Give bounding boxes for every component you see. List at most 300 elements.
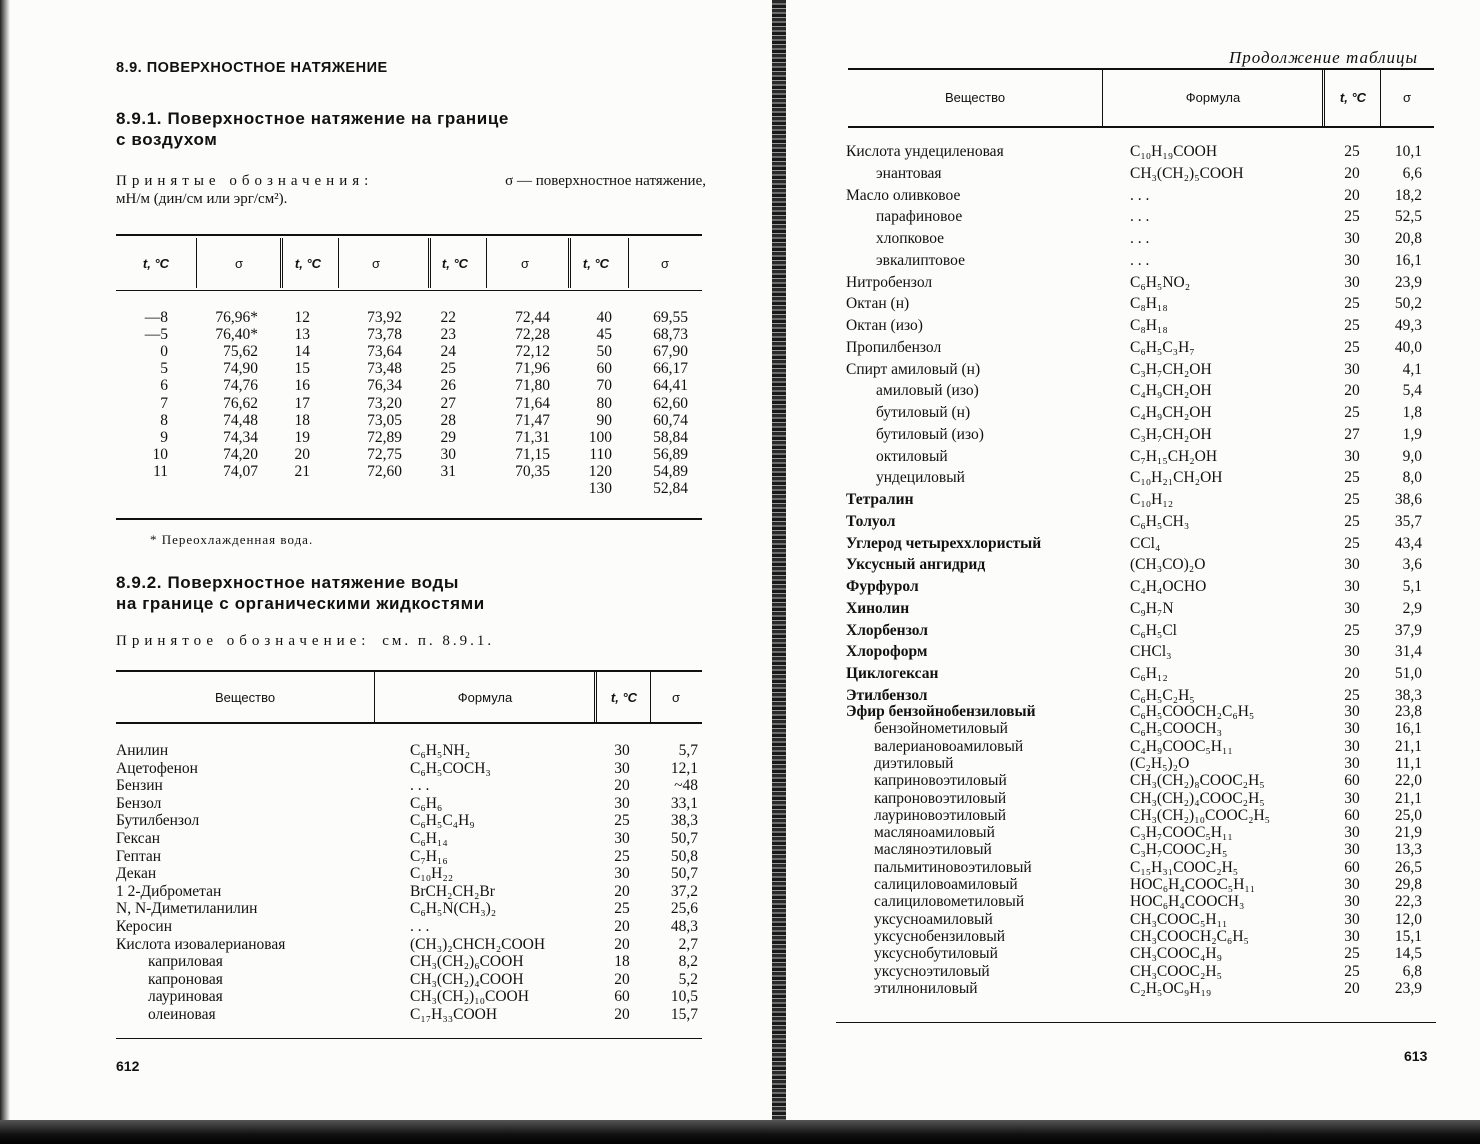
air-table-t-cell: 9 [160,428,168,446]
formula-cell: C₁₀H₁₂ [1130,491,1174,508]
table-rule [116,670,702,672]
formula-cell: C₆H₅C₂H₅ [1130,686,1195,704]
formula-cell: (CH₃CO)₂O [1130,556,1206,574]
air-table-sigma-cell: 76,40* [215,326,258,344]
sigma-cell: 50,7 [670,865,698,883]
air-table-sigma-cell: 76,62 [223,394,258,412]
sigma-cell: 22,0 [1394,772,1422,790]
substance-name: масляноамиловый [874,824,995,842]
formula-cell: C₆H₅NO₂ [1130,273,1191,291]
substance-name: Циклогексан [846,665,939,682]
sigma-cell: 50,7 [670,830,698,847]
air-table-t-cell: 23 [440,326,456,344]
sigma-cell: 5,4 [1402,382,1422,400]
substance-name: уксусноамиловый [874,910,993,928]
temperature-cell: 20 [1344,186,1360,204]
formula-cell: C₂H₅OC₉H₁₉ [1130,979,1212,997]
sigma-cell: 12,1 [670,759,698,777]
temperature-cell: 30 [614,759,630,777]
formula-cell: C₆H₁₂ [1130,665,1168,682]
air-table-sigma-cell: 72,75 [367,445,402,463]
air-table-sigma-cell: 72,28 [515,326,550,344]
air-table-sigma-cell: 68,73 [653,326,688,344]
scan-bottom-shadow [0,1120,1480,1144]
temperature-cell: 30 [614,865,630,883]
temperature-cell: 20 [614,777,630,795]
formula-cell: CH₃COOC₂H₅ [1130,962,1223,980]
formula-cell: CH₃COOCH₂C₆H₅ [1130,927,1249,945]
formula-cell: CCl₄ [1130,534,1161,552]
sigma-cell: 12,0 [1394,910,1422,928]
temperature-cell: 30 [1344,927,1360,945]
substance-name: Толуол [846,512,896,530]
sigma-cell: 13,3 [1394,841,1422,859]
temperature-cell: 25 [1344,686,1360,704]
col-header-formula: Формула [1185,90,1241,105]
temperature-cell: 25 [1344,945,1360,963]
table-rule [116,290,702,291]
temperature-cell: 27 [1344,425,1360,443]
air-table-sigma-cell: 73,20 [367,394,402,412]
sigma-cell: 26,5 [1394,858,1422,876]
formula-cell: HOC₆H₄COOC₅H₁₁ [1130,876,1256,893]
temperature-cell: 25 [1344,404,1360,421]
sigma-cell: 52,5 [1394,208,1422,226]
col-header-sigma: σ [671,690,681,705]
substance-name: этилнониловый [874,979,978,997]
substance-name: Нитробензол [846,273,933,291]
formula-cell: . . . [410,918,430,935]
col-header-t: t, °C [142,256,170,271]
sigma-cell: 21,1 [1394,789,1422,807]
temperature-cell: 25 [1344,621,1360,639]
air-table-t-cell: —5 [144,326,168,344]
air-table-t-cell: 7 [160,394,168,412]
formula-cell: . . . [1130,251,1150,269]
formula-cell: C₄H₉CH₂OH [1130,382,1212,400]
air-table-sigma-cell: 70,35 [515,462,550,480]
col-header-t: t, °C [582,256,610,271]
formula-cell: C₆H₅N(CH₃)₂ [410,900,497,918]
col-header-sigma: σ [234,256,244,271]
air-table-sigma-cell: 60,74 [653,411,688,429]
air-table-t-cell: 17 [294,394,310,412]
air-table-t-cell: 25 [440,360,456,378]
formula-cell: CH₃(CH₂)₁₀COOC₂H₅ [1130,806,1271,824]
col-header-substance: Вещество [944,90,1006,105]
temperature-cell: 30 [1344,841,1360,859]
substance-name: Октан (изо) [846,317,923,334]
substance-name: Хинолин [846,599,910,617]
formula-cell: . . . [410,777,430,795]
formula-cell: C₆H₅COOCH₂C₆H₅ [1130,703,1255,720]
formula-cell: CH₃(CH₂)₄COOC₂H₅ [1130,789,1265,807]
substance-name: Эфир бензойнобензиловый [846,703,1036,720]
air-table-t-cell: 22 [440,309,456,326]
sigma-cell: 5,2 [678,970,698,988]
sigma-cell: 29,8 [1394,876,1422,893]
temperature-cell: 25 [1344,512,1360,530]
substance-name: уксуснобутиловый [874,945,998,963]
air-table-sigma-cell: 71,31 [515,428,550,446]
temperature-cell: 30 [614,794,630,812]
sigma-cell: 6,8 [1402,962,1422,980]
air-table-sigma-cell: 72,60 [367,462,402,480]
temperature-cell: 30 [1344,910,1360,928]
subsection-title-line: с воздухом [116,130,218,149]
air-table-t-cell: 80 [596,394,612,412]
temperature-cell: 25 [1344,338,1360,356]
formula-cell: C₁₇H₃₃COOH [410,1006,498,1023]
formula-cell: CH₃(CH₂)₄COOH [410,970,524,988]
table-rule [848,126,1434,128]
formula-cell: C₃H₇CH₂OH [1130,425,1212,443]
air-table-t-cell: 13 [294,326,310,344]
sigma-cell: 35,7 [1394,512,1422,530]
temperature-cell: 60 [614,988,630,1006]
sigma-cell: 10,1 [1394,143,1422,160]
substance-name: Пропилбензол [846,338,942,356]
formula-cell: C₆H₅Cl [1130,621,1177,639]
col-header-t: t, °C [294,256,322,271]
notation-label: Принятые обозначения: [116,173,374,189]
substance-name: Кислота изовалериановая [116,935,286,953]
sigma-cell: 43,4 [1394,534,1422,552]
air-table-t-cell: 110 [589,445,612,463]
formula-cell: . . . [1130,208,1150,226]
air-table-sigma-cell: 74,90 [223,360,258,378]
sigma-cell: 1,9 [1402,425,1422,443]
air-table-sigma-cell: 73,92 [367,309,402,326]
substance-name: Керосин [116,918,172,935]
formula-cell: C₆H₅C₄H₉ [410,812,475,830]
sigma-cell: 51,0 [1394,665,1422,682]
air-table-t-cell: 50 [596,343,612,361]
substance-name: амиловый (изо) [876,382,979,400]
temperature-cell: 25 [1344,469,1360,487]
air-table-t-cell: 30 [440,445,456,463]
temperature-cell: 20 [614,935,630,953]
formula-cell: C₁₅H₃₁COOC₂H₅ [1130,858,1239,876]
air-table-t-cell: 40 [596,309,612,326]
substance-name: Бензин [116,777,163,795]
air-table-t-cell: 100 [588,428,612,446]
air-table-t-cell: 24 [440,343,456,361]
air-table-sigma-cell: 71,47 [515,411,550,429]
sigma-cell: 20,8 [1394,230,1422,247]
air-table-sigma-cell: 73,64 [367,343,402,361]
substance-name: Кислота ундециленовая [846,143,1004,160]
formula-cell: C₇H₁₅CH₂OH [1130,447,1218,465]
substance-name: лауриновая [148,988,223,1006]
air-table-t-cell: 21 [294,462,310,480]
temperature-cell: 30 [1344,251,1360,269]
substance-name: Спирт амиловый (н) [846,360,981,378]
substance-name: Этилбензол [846,686,928,704]
formula-cell: CH₃COOC₅H₁₁ [1130,910,1228,928]
sigma-cell: 40,0 [1394,338,1422,356]
substance-name: салициловоамиловый [874,876,1018,893]
air-table-sigma-cell: 58,84 [653,428,688,446]
sigma-cell: 23,9 [1394,979,1422,997]
temperature-cell: 25 [1344,534,1360,552]
air-table-sigma-cell: 72,44 [515,309,550,326]
temperature-cell: 25 [614,847,630,865]
air-table-t-cell: 26 [440,377,456,395]
formula-cell: C₆H₅COCH₃ [410,759,491,777]
substance-name: бензойнометиловый [874,720,1008,738]
sigma-cell: 25,6 [670,900,698,918]
table-rule [116,1038,702,1039]
air-table-sigma-cell: 71,80 [515,377,550,395]
air-table-sigma-cell: 73,48 [367,360,402,378]
substance-name: Декан [116,865,157,883]
substance-name: Фурфурол [846,578,919,595]
temperature-cell: 20 [614,882,630,900]
air-table-t-cell: 10 [152,445,168,463]
temperature-cell: 25 [1344,295,1360,313]
temperature-cell: 18 [614,953,630,971]
notation-units: мН/м (дин/см или эрг/см²). [116,191,288,207]
temperature-cell: 30 [1344,447,1360,465]
air-table-t-cell: 31 [440,462,456,480]
sigma-cell: 3,6 [1402,556,1422,574]
substance-name: олеиновая [148,1006,216,1023]
substance-name: Хлороформ [846,643,928,661]
substance-name: Ацетофенон [116,759,198,777]
formula-cell: CH₃(CH₂)₈COOC₂H₅ [1130,772,1265,790]
air-table-t-cell: 130 [588,480,612,497]
substance-name: Бензол [116,794,162,812]
sigma-cell: ~48 [674,777,698,795]
book-spine [772,0,786,1144]
formula-cell: C₃H₇COOC₂H₅ [1130,841,1228,859]
formula-cell: C₁₀H₂₂ [410,865,454,883]
air-table-t-cell: 16 [294,377,310,395]
temperature-cell: 60 [1344,806,1360,824]
formula-cell: C₆H₆ [410,794,443,812]
sigma-cell: 22,3 [1394,893,1422,911]
formula-cell: C₆H₅NH₂ [410,742,471,759]
sigma-cell: 16,1 [1394,251,1422,269]
sigma-cell: 31,4 [1394,643,1422,661]
formula-cell: . . . [1130,230,1150,247]
substance-name: капроновая [148,970,223,988]
continuation-label: Продолжение таблицы [1228,48,1418,67]
temperature-cell: 30 [1344,789,1360,807]
temperature-cell: 30 [1344,360,1360,378]
sigma-cell: 8,0 [1402,469,1422,487]
formula-cell: . . . [1130,186,1150,204]
formula-cell: BrCH₂CH₂Br [410,882,495,900]
formula-cell: C₈H₁₈ [1130,295,1168,313]
substance-name: капроновоэтиловый [874,789,1007,807]
substance-name: октиловый [876,447,948,465]
air-table-t-cell: 5 [160,360,168,378]
air-table-sigma-cell: 76,96* [215,309,258,326]
air-table-t-cell: 28 [440,411,456,429]
temperature-cell: 20 [1344,382,1360,400]
sigma-cell: 5,7 [678,742,698,759]
air-table-sigma-cell: 64,41 [653,377,688,395]
air-table-t-cell: 12 [294,309,310,326]
formula-cell: C₁₀H₂₁CH₂OH [1130,469,1223,487]
formula-cell: (C₂H₅)₂O [1130,754,1190,772]
sigma-cell: 16,1 [1394,720,1422,738]
sigma-cell: 50,2 [1394,295,1422,313]
temperature-cell: 30 [1344,893,1360,911]
page-number: 613 [1404,1048,1428,1064]
substance-name: уксусноэтиловый [874,962,990,980]
substance-name: бутиловый (н) [876,404,971,421]
temperature-cell: 20 [1344,979,1360,997]
air-table-t-cell: 6 [160,377,168,395]
substance-name: диэтиловый [874,754,954,772]
page-edge-shadow [0,0,10,1144]
formula-cell: C₃H₇CH₂OH [1130,360,1212,378]
temperature-cell: 60 [1344,772,1360,790]
air-table-t-cell: 19 [294,428,310,446]
col-header-sigma: σ [1402,90,1412,105]
temperature-cell: 30 [1344,720,1360,738]
substance-name: 1 2-Диброметан [116,882,222,900]
table-rule [116,234,702,236]
air-table-t-cell: 15 [294,360,310,378]
subsection-title-water [116,572,485,614]
notation-text: σ — поверхностное натяжение, [505,173,706,189]
air-table-sigma-cell: 56,89 [653,445,688,463]
substance-name: Анилин [116,742,169,759]
substance-name: Хлорбензол [846,621,928,639]
formula-cell: CH₃COOC₄H₉ [1130,945,1223,963]
air-table-t-cell: 120 [588,462,612,480]
temperature-cell: 20 [614,1006,630,1023]
temperature-cell: 30 [1344,876,1360,893]
air-table-sigma-cell: 74,48 [223,411,258,429]
formula-cell: C₄H₉CH₂OH [1130,404,1212,421]
sigma-cell: 50,8 [670,847,698,865]
substance-name: салициловометиловый [874,893,1025,911]
col-header-formula: Формула [457,690,513,705]
temperature-cell: 30 [1344,273,1360,291]
air-table-t-cell: 27 [440,394,456,412]
sigma-cell: 2,9 [1402,599,1422,617]
air-table-sigma-cell: 73,05 [367,411,402,429]
substance-name: валериановоамиловый [874,737,1024,755]
section-title: 8.9. ПОВЕРХНОСТНОЕ НАТЯЖЕНИЕ [116,60,388,76]
table-rule [116,518,702,520]
air-table-sigma-cell: 62,60 [653,394,688,412]
sigma-cell: 11,1 [1395,754,1422,772]
sigma-cell: 38,3 [670,812,698,830]
substance-name: каприловая [148,953,223,971]
air-table-t-cell: —8 [144,309,168,326]
temperature-cell: 25 [614,812,630,830]
sigma-cell: 2,7 [678,935,698,953]
air-table-t-cell: 90 [596,411,612,429]
air-table-sigma-cell: 52,84 [653,480,688,497]
formula-cell: (CH₃)₂CHCH₂COOH [410,935,546,953]
formula-cell: C₆H₅CH₃ [1130,512,1190,530]
temperature-cell: 30 [614,830,630,847]
table-rule [836,1022,1436,1023]
formula-cell: C₈H₁₈ [1130,317,1168,334]
temperature-cell: 30 [1344,556,1360,574]
formula-cell: C₃H₇COOC₅H₁₁ [1130,824,1233,842]
sigma-cell: 49,3 [1394,317,1422,334]
air-table-t-cell: 0 [160,343,168,361]
temperature-cell: 25 [1344,491,1360,508]
subsection-title-line: 8.9.1. Поверхностное натяжение на границе [116,109,509,128]
temperature-cell: 30 [1344,737,1360,755]
notation-paragraph [116,172,706,208]
formula-cell: HOC₆H₄COOCH₃ [1130,893,1245,911]
temperature-cell: 30 [1344,578,1360,595]
air-table-t-cell: 18 [294,411,310,429]
col-header-sigma: σ [371,256,381,271]
substance-name: Гептан [116,847,162,865]
air-table-t-cell: 8 [160,411,168,429]
sigma-cell: 48,3 [670,918,698,935]
temperature-cell: 30 [1344,754,1360,772]
col-header-t: t, °C [441,256,469,271]
substance-name: энантовая [876,164,942,182]
sigma-cell: 38,3 [1394,686,1422,704]
air-table-t-cell: 45 [596,326,612,344]
air-table-sigma-cell: 67,90 [653,343,688,361]
substance-name: парафиновое [876,208,963,226]
col-header-substance: Вещество [214,690,276,705]
table-rule [848,68,1434,70]
formula-cell: CH₃(CH₂)₅COOH [1130,164,1244,182]
substance-name: бутиловый (изо) [876,425,984,443]
air-table-t-cell: 14 [294,343,310,361]
substance-name: хлопковое [876,230,945,247]
air-table-t-cell: 60 [596,360,612,378]
footnote: * Переохлажденная вода. [150,532,314,547]
substance-name: эвкалиптовое [876,251,965,269]
substance-name: каприновоэтиловый [874,772,1007,790]
right-page [786,0,1480,1144]
air-table-t-cell: 20 [294,445,310,463]
substance-name: Тетралин [846,491,914,508]
sigma-cell: 37,9 [1394,621,1422,639]
air-table-sigma-cell: 76,34 [367,377,402,395]
air-table-t-cell: 29 [440,428,456,446]
air-table-sigma-cell: 72,12 [515,343,550,361]
sigma-cell: 15,1 [1394,927,1422,945]
substance-name: пальмитиновоэтиловый [874,858,1032,876]
sigma-cell: 10,5 [670,988,698,1006]
formula-cell: C₆H₅COOCH₃ [1130,720,1223,738]
temperature-cell: 25 [1344,208,1360,226]
sigma-cell: 4,1 [1402,360,1422,378]
formula-cell: C₄H₄OCHO [1130,578,1207,595]
air-table-sigma-cell: 73,78 [367,326,402,344]
temperature-cell: 30 [1344,643,1360,661]
substance-name: Масло оливковое [846,186,961,204]
col-header-t: t, °C [1339,90,1367,105]
air-table-sigma-cell: 54,89 [653,462,688,480]
substance-name: Гексан [116,830,161,847]
sigma-cell: 8,2 [678,953,698,971]
col-header-t: t, °C [610,690,638,705]
formula-cell: C₄H₉COOC₅H₁₁ [1130,737,1233,755]
sigma-cell: 14,5 [1394,945,1422,963]
sigma-cell: 23,8 [1394,703,1422,720]
temperature-cell: 20 [1344,164,1360,182]
notation-label: Принятое обозначение: [116,633,371,649]
